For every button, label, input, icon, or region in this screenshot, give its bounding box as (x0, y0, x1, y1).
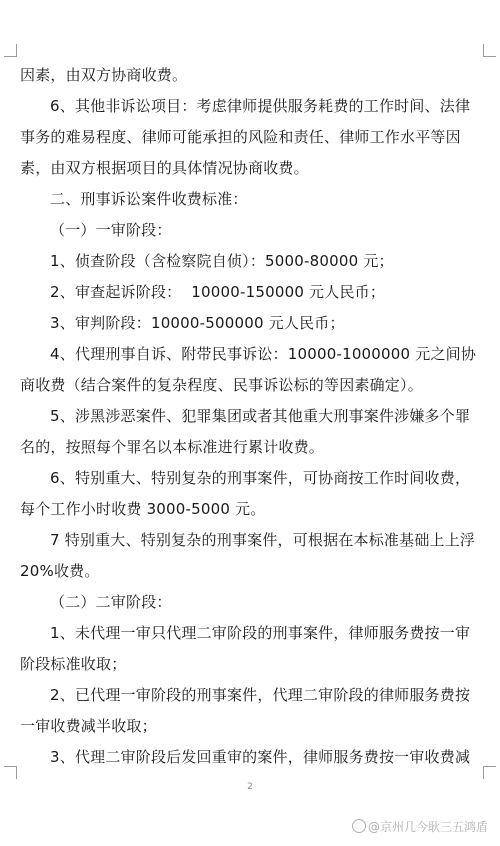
paragraph: 因素，由双方协商收费。 (20, 66, 188, 84)
paragraph: 6、其他非诉讼项目：考虑律师提供服务耗费的工作时间、法律事务的难易程度、律师可能承担的风险和责任、律师工作水平等因素，由双方根据项目的具体情况协商收费。 (20, 97, 471, 177)
list-item: 2、已代理一审阶段的刑事案件，代理二审阶段的律师服务费按一审收费减半收取； (20, 686, 471, 735)
subsection-heading: （一）一审阶段： (50, 221, 172, 239)
list-item: 5、涉黑涉恶案件、犯罪集团或者其他重大刑事案件涉嫌多个罪名的，按照每个罪名以本标准进行累计收费。 (20, 407, 471, 456)
page-corner-mark-top-left (4, 44, 17, 57)
page-number: 2 (247, 782, 253, 792)
watermark (352, 818, 488, 835)
list-item: 7 特别重大、特别复杂的刑事案件，可根据在本标准基础上上浮20%收费。 (20, 531, 476, 580)
list-item: 3、代理二审阶段后发回重审的案件，律师服务费按一审收费减 (50, 748, 471, 766)
page-corner-mark-bottom-right (483, 766, 496, 779)
watermark-logo-icon (352, 819, 366, 833)
page-corner-mark-top-right (483, 44, 496, 57)
list-item: 2、审查起诉阶段： 10000-150000 元人民币； (50, 283, 386, 301)
section-heading: 二、刑事诉讼案件收费标准： (50, 190, 248, 208)
page-corner-mark-bottom-left (4, 766, 17, 779)
watermark-text: @京州几今耿三五鸿盾 (367, 820, 488, 834)
list-item: 6、特别重大、特别复杂的刑事案件，可协商按工作时间收费，每个工作小时收费 3000-5000 元。 (20, 469, 471, 518)
list-item: 1、未代理一审只代理二审阶段的刑事案件，律师服务费按一审阶段标准收取； (20, 624, 471, 673)
list-item: 3、审判阶段：10000-500000 元人民币； (50, 314, 345, 332)
list-item: 4、代理刑事自诉、附带民事诉讼：10000-1000000 元之间协商收费（结合案件的复杂程度、民事诉讼标的等因素确定）。 (20, 345, 477, 394)
list-item: 1、侦查阶段（含检察院自侦）：5000-80000 元； (50, 252, 394, 270)
subsection-heading: （二）二审阶段： (50, 593, 172, 611)
document-body (20, 60, 482, 773)
